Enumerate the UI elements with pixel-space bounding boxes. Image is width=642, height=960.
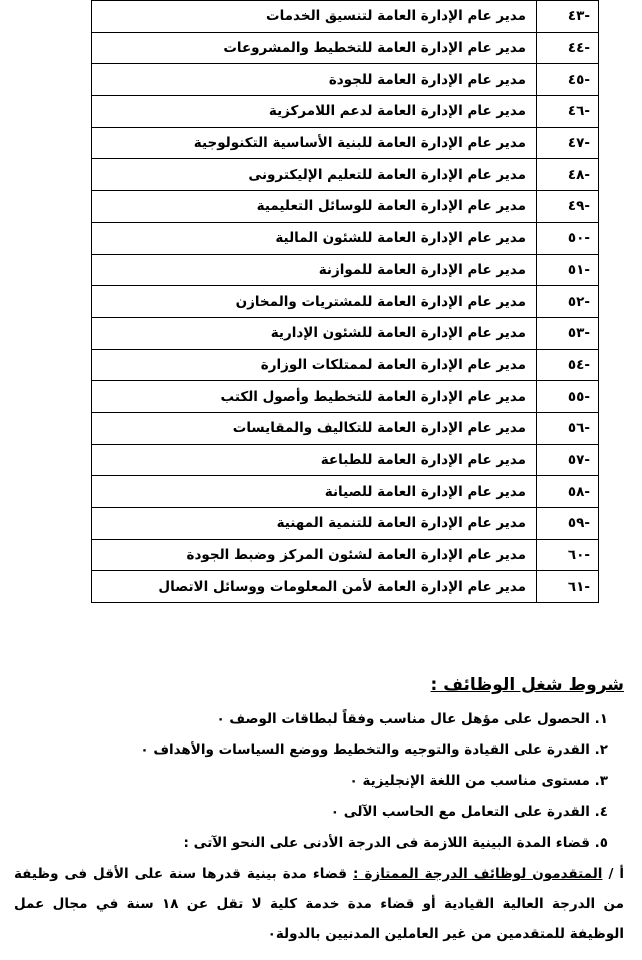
row-number: -٥٣ bbox=[537, 317, 599, 349]
row-number: -٤٥ bbox=[537, 64, 599, 96]
table-row bbox=[92, 127, 599, 159]
row-number: -٥٦ bbox=[537, 412, 599, 444]
job-title: مدير عام الإدارة العامة للتخطيط والمشروعات bbox=[92, 32, 537, 64]
row-number: -٤٦ bbox=[537, 96, 599, 128]
row-number: -٤٧ bbox=[537, 127, 599, 159]
jobs-table bbox=[91, 0, 599, 603]
table-row bbox=[92, 444, 599, 476]
table-row bbox=[92, 349, 599, 381]
table-row bbox=[92, 381, 599, 413]
jobs-table-body bbox=[92, 1, 599, 603]
job-title: مدير عام الإدارة العامة للشئون الإدارية bbox=[92, 317, 537, 349]
row-number: -٦٠ bbox=[537, 539, 599, 571]
condition-item: ٣. مستوى مناسب من اللغة الإنجليزية ٠ bbox=[349, 773, 608, 789]
condition-item: ١. الحصول على مؤهل عال مناسب وفقاً لبطاقات الوصف ٠ bbox=[216, 711, 608, 727]
job-title: مدير عام الإدارة العامة للطباعة bbox=[92, 444, 537, 476]
table-row bbox=[92, 159, 599, 191]
table-row bbox=[92, 96, 599, 128]
job-title: مدير عام الإدارة العامة للوسائل التعليمية bbox=[92, 191, 537, 223]
table-row bbox=[92, 539, 599, 571]
job-title: مدير عام الإدارة العامة للصيانة bbox=[92, 476, 537, 508]
conditions-section bbox=[14, 672, 624, 949]
job-title: مدير عام الإدارة العامة لدعم اللامركزية bbox=[92, 96, 537, 128]
job-title: مدير عام الإدارة العامة للتعليم الإليكترونى bbox=[92, 159, 537, 191]
job-title: مدير عام الإدارة العامة لأمن المعلومات ووسائل الاتصال bbox=[92, 571, 537, 603]
paragraph-lead: المتقدمون لوظائف الدرجة الممتازة : bbox=[353, 866, 603, 882]
job-title: مدير عام الإدارة العامة لتنسيق الخدمات bbox=[92, 1, 537, 33]
condition-item: ٢. القدرة على القيادة والتوجيه والتخطيط ووضع السياسات والأهداف ٠ bbox=[140, 742, 608, 758]
row-number: -٥٨ bbox=[537, 476, 599, 508]
job-title: مدير عام الإدارة العامة للبنية الأساسية التكنولوجية bbox=[92, 127, 537, 159]
job-title: مدير عام الإدارة العامة للتكاليف والمقايسات bbox=[92, 412, 537, 444]
row-number: -٥٥ bbox=[537, 381, 599, 413]
table-row bbox=[92, 412, 599, 444]
row-number: -٤٨ bbox=[537, 159, 599, 191]
job-title: مدير عام الإدارة العامة للجودة bbox=[92, 64, 537, 96]
row-number: -٤٩ bbox=[537, 191, 599, 223]
job-title: مدير عام الإدارة العامة لشئون المركز وضبط الجودة bbox=[92, 539, 537, 571]
row-number: -٥٧ bbox=[537, 444, 599, 476]
condition-item: ٤. القدرة على التعامل مع الحاسب الآلى ٠ bbox=[330, 804, 608, 820]
table-row bbox=[92, 571, 599, 603]
paragraph-body: قضاء مدة بينية قدرها سنة على الأقل فى وظيفة من الدرجة العالية القيادية أو قضاء مدة خدمة كلية لا تقل عن ١٨ سنة في مجال عمل الوظيفة للمتقدمين من غير العاملين المدنيين بالدولة٠ bbox=[14, 866, 624, 942]
table-row bbox=[92, 476, 599, 508]
table-row bbox=[92, 1, 599, 33]
table-row bbox=[92, 254, 599, 286]
paragraph-prefix: أ / bbox=[608, 866, 625, 882]
job-title: مدير عام الإدارة العامة للموازنة bbox=[92, 254, 537, 286]
condition-item: ٥. قضاء المدة البينية اللازمة فى الدرجة الأدنى على النحو الآتى : bbox=[183, 835, 608, 851]
row-number: -٤٣ bbox=[537, 1, 599, 33]
row-number: -٤٤ bbox=[537, 32, 599, 64]
row-number: -٥١ bbox=[537, 254, 599, 286]
job-title: مدير عام الإدارة العامة لممتلكات الوزارة bbox=[92, 349, 537, 381]
row-number: -٥٢ bbox=[537, 286, 599, 318]
conditions-list bbox=[14, 704, 624, 859]
table-row bbox=[92, 191, 599, 223]
row-number: -٥٩ bbox=[537, 508, 599, 540]
row-number: -٥٤ bbox=[537, 349, 599, 381]
table-row bbox=[92, 222, 599, 254]
table-row bbox=[92, 286, 599, 318]
job-title: مدير عام الإدارة العامة للشئون المالية bbox=[92, 222, 537, 254]
job-title: مدير عام الإدارة العامة للمشتريات والمخازن bbox=[92, 286, 537, 318]
conditions-heading: شروط شغل الوظائف : bbox=[430, 675, 624, 695]
table-row bbox=[92, 32, 599, 64]
row-number: -٥٠ bbox=[537, 222, 599, 254]
table-row bbox=[92, 508, 599, 540]
table-row bbox=[92, 317, 599, 349]
job-title: مدير عام الإدارة العامة للتنمية المهنية bbox=[92, 508, 537, 540]
condition-paragraph-a bbox=[14, 859, 624, 949]
job-title: مدير عام الإدارة العامة للتخطيط وأصول الكتب bbox=[92, 381, 537, 413]
table-row bbox=[92, 64, 599, 96]
row-number: -٦١ bbox=[537, 571, 599, 603]
